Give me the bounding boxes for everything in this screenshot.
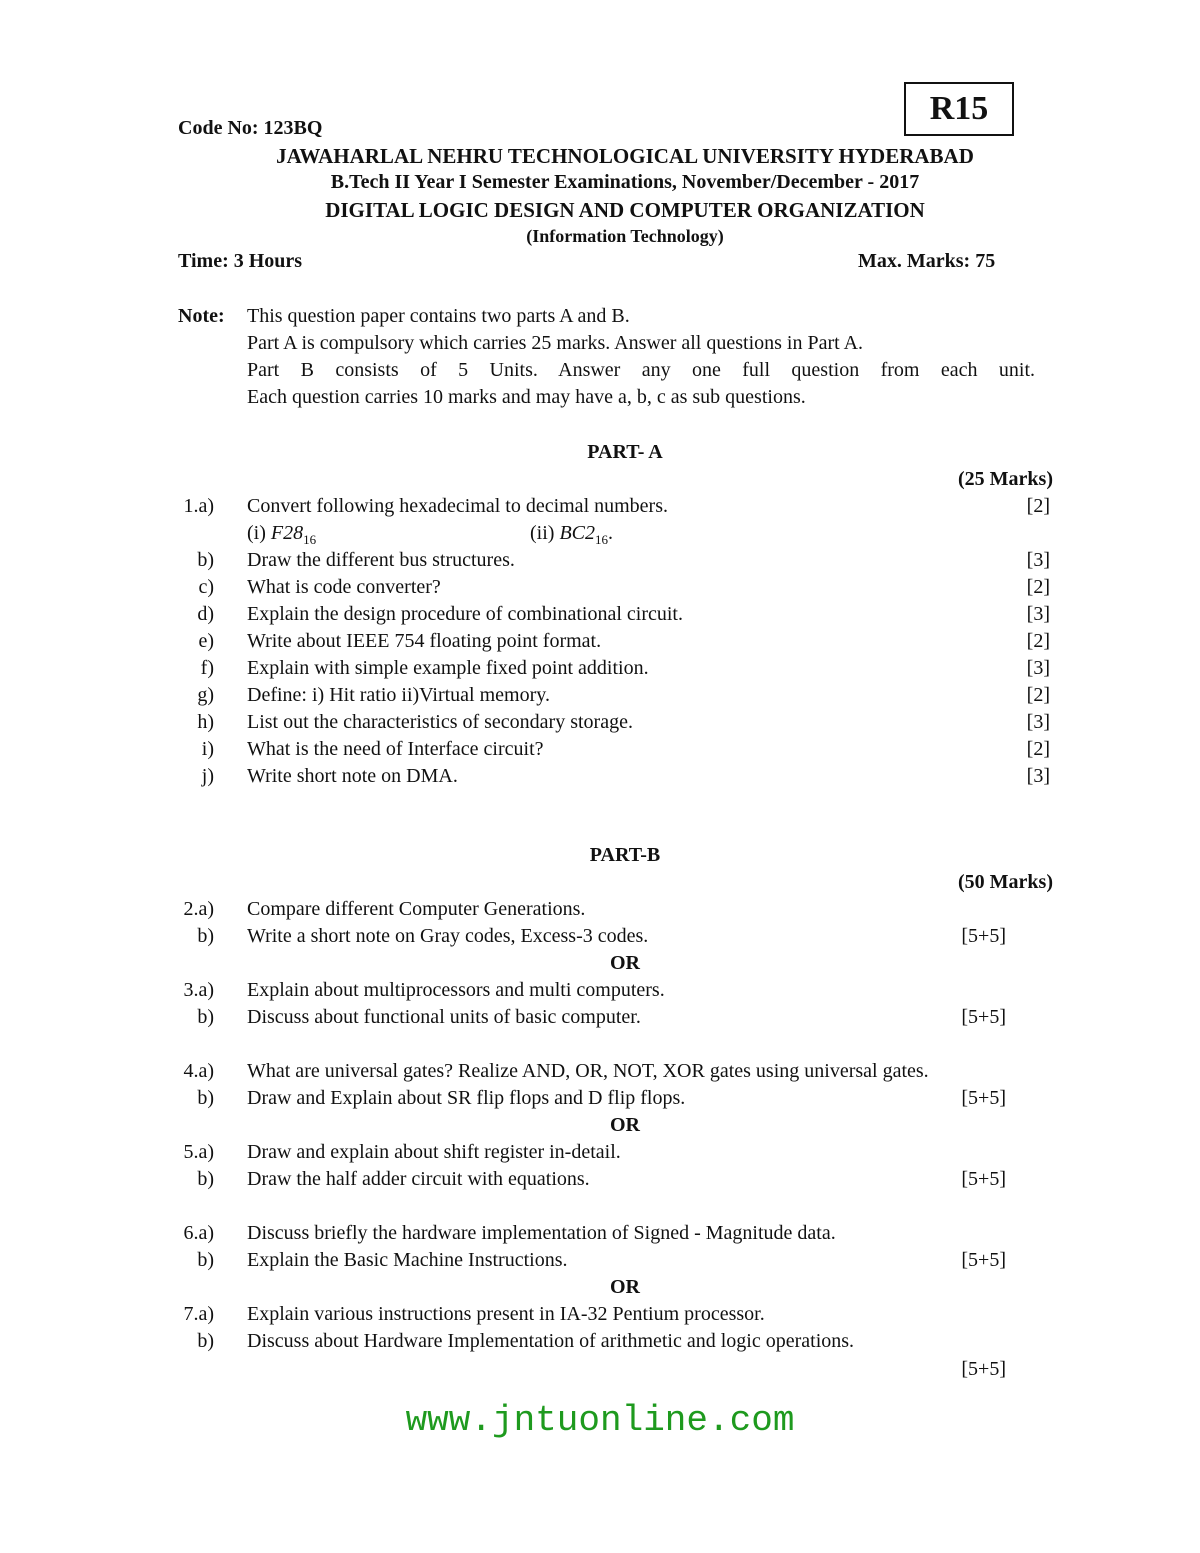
part-a-marks: (25 Marks)	[958, 468, 1053, 490]
question-marks: [3]	[1026, 711, 1050, 733]
time-label: Time: 3 Hours	[178, 250, 303, 272]
question-marks: [3]	[1026, 549, 1050, 571]
question-text: What is the need of Interface circuit?	[247, 738, 544, 760]
question-marks: [3]	[1026, 603, 1050, 625]
or-separator: OR	[610, 1114, 640, 1136]
exam-title: B.Tech II Year I Semester Examinations, November/December - 2017	[330, 171, 920, 193]
question-row	[0, 1303, 1200, 1330]
question-marks: [2]	[1026, 684, 1050, 706]
subpart-i: (i) $F28_{16}$	[247, 522, 317, 547]
question-row	[0, 1087, 1200, 1114]
branch-name: (Information Technology)	[526, 226, 724, 246]
question-text: Draw the half adder circuit with equations.	[247, 1168, 590, 1190]
question-text: Explain about multiprocessors and multi computers.	[247, 979, 665, 1001]
question-marks: [3]	[1026, 657, 1050, 679]
website-watermark: www.jntuonline.com	[405, 1400, 795, 1441]
final-marks-row	[0, 1358, 1200, 1385]
question-row	[0, 1249, 1200, 1276]
question-row	[0, 495, 1200, 522]
question-number: 1.a)	[183, 495, 214, 517]
question-text: Write about IEEE 754 floating point format.	[247, 630, 602, 652]
question-marks: [2]	[1026, 738, 1050, 760]
question-row	[0, 630, 1200, 657]
question-number: j)	[201, 765, 214, 787]
question-number: b)	[197, 549, 214, 571]
question-row	[0, 603, 1200, 630]
question-row	[0, 1330, 1200, 1357]
question-row	[0, 1168, 1200, 1195]
or-separator: OR	[610, 952, 640, 974]
question-number: g)	[197, 684, 214, 706]
question-text: Discuss about functional units of basic computer.	[247, 1006, 641, 1028]
university-name: JAWAHARLAL NEHRU TECHNOLOGICAL UNIVERSITY HYDERABAD	[276, 144, 974, 168]
or-separator: OR	[610, 1276, 640, 1298]
note-line-4: Each question carries 10 marks and may have a, b, c as sub questions.	[247, 386, 806, 408]
question-row	[0, 1006, 1200, 1033]
note-label: Note:	[178, 305, 225, 327]
question-number: 7.a)	[183, 1303, 214, 1325]
question-marks: [2]	[1026, 495, 1050, 517]
question-text: Write a short note on Gray codes, Excess-3 codes.	[247, 925, 649, 947]
question-number: e)	[198, 630, 214, 652]
question-row	[0, 684, 1200, 711]
question-text: Compare different Computer Generations.	[247, 898, 586, 920]
question-row	[0, 765, 1200, 792]
question-marks: [5+5]	[961, 1249, 1006, 1271]
question-number: b)	[197, 1168, 214, 1190]
question-row	[0, 1060, 1200, 1087]
question-marks: [2]	[1026, 576, 1050, 598]
question-text: Convert following hexadecimal to decimal numbers.	[247, 495, 668, 517]
question-marks: [3]	[1026, 765, 1050, 787]
question-text: Discuss briefly the hardware implementation of Signed - Magnitude data.	[247, 1222, 836, 1244]
regulation-badge: R15	[904, 82, 1014, 136]
question-marks: [2]	[1026, 630, 1050, 652]
note-line-1: This question paper contains two parts A and B.	[247, 305, 630, 327]
question-text: Draw the different bus structures.	[247, 549, 515, 571]
subpart-ii: (ii) $BC2_{16}$.	[530, 522, 613, 547]
max-marks-label: Max. Marks: 75	[858, 250, 996, 272]
question-row	[0, 979, 1200, 1006]
question-number: b)	[197, 1006, 214, 1028]
question-number: b)	[197, 925, 214, 947]
question-number: 4.a)	[183, 1060, 214, 1082]
question-number: 3.a)	[183, 979, 214, 1001]
question-marks: [5+5]	[961, 1358, 1006, 1380]
subject-title: DIGITAL LOGIC DESIGN AND COMPUTER ORGANIZATION	[325, 198, 925, 222]
question-text: Draw and explain about shift register in-detail.	[247, 1141, 621, 1163]
question-number: 6.a)	[183, 1222, 214, 1244]
question-number: h)	[197, 711, 214, 733]
question-row	[0, 898, 1200, 925]
code-number: Code No: 123BQ	[178, 117, 323, 139]
note-line-2: Part A is compulsory which carries 25 marks. Answer all questions in Part A.	[247, 332, 864, 354]
question-text: Draw and Explain about SR flip flops and D flip flops.	[247, 1087, 686, 1109]
question-row	[0, 549, 1200, 576]
question-number: 2.a)	[183, 898, 214, 920]
question-number: d)	[197, 603, 214, 625]
question-text: Discuss about Hardware Implementation of arithmetic and logic operations.	[247, 1330, 855, 1352]
part-a-title: PART- A	[587, 441, 663, 463]
question-row	[0, 711, 1200, 738]
question-row	[0, 1222, 1200, 1249]
part-b-title: PART-B	[589, 844, 661, 866]
question-row	[0, 657, 1200, 684]
question-text: Define: i) Hit ratio ii)Virtual memory.	[247, 684, 550, 706]
question-text: What are universal gates? Realize AND, OR, NOT, XOR gates using universal gates.	[247, 1060, 929, 1082]
question-number: b)	[197, 1249, 214, 1271]
question-row	[0, 738, 1200, 765]
question-marks: [5+5]	[961, 1168, 1006, 1190]
part-b-marks: (50 Marks)	[958, 871, 1053, 893]
question-number: b)	[197, 1087, 214, 1109]
question-marks: [5+5]	[961, 1006, 1006, 1028]
question-text: Explain the design procedure of combinational circuit.	[247, 603, 683, 625]
note-line-3: Part B consists of 5 Units. Answer any one full question from each unit.	[247, 359, 1035, 381]
question-number: 5.a)	[183, 1141, 214, 1163]
question-marks: [5+5]	[961, 1087, 1006, 1109]
question-text: What is code converter?	[247, 576, 441, 598]
question-text: Write short note on DMA.	[247, 765, 458, 787]
question-number: f)	[200, 657, 214, 679]
question-text: Explain with simple example fixed point addition.	[247, 657, 649, 679]
question-row	[0, 925, 1200, 952]
question-text: Explain various instructions present in IA-32 Pentium processor.	[247, 1303, 765, 1325]
question-text: List out the characteristics of secondary storage.	[247, 711, 633, 733]
question-number: i)	[201, 738, 214, 760]
question-text: Explain the Basic Machine Instructions.	[247, 1249, 568, 1271]
question-marks: [5+5]	[961, 925, 1006, 947]
question-row	[0, 1141, 1200, 1168]
question-number: c)	[198, 576, 214, 598]
question-number: b)	[197, 1330, 214, 1352]
question-subparts	[0, 522, 1200, 549]
question-row	[0, 576, 1200, 603]
